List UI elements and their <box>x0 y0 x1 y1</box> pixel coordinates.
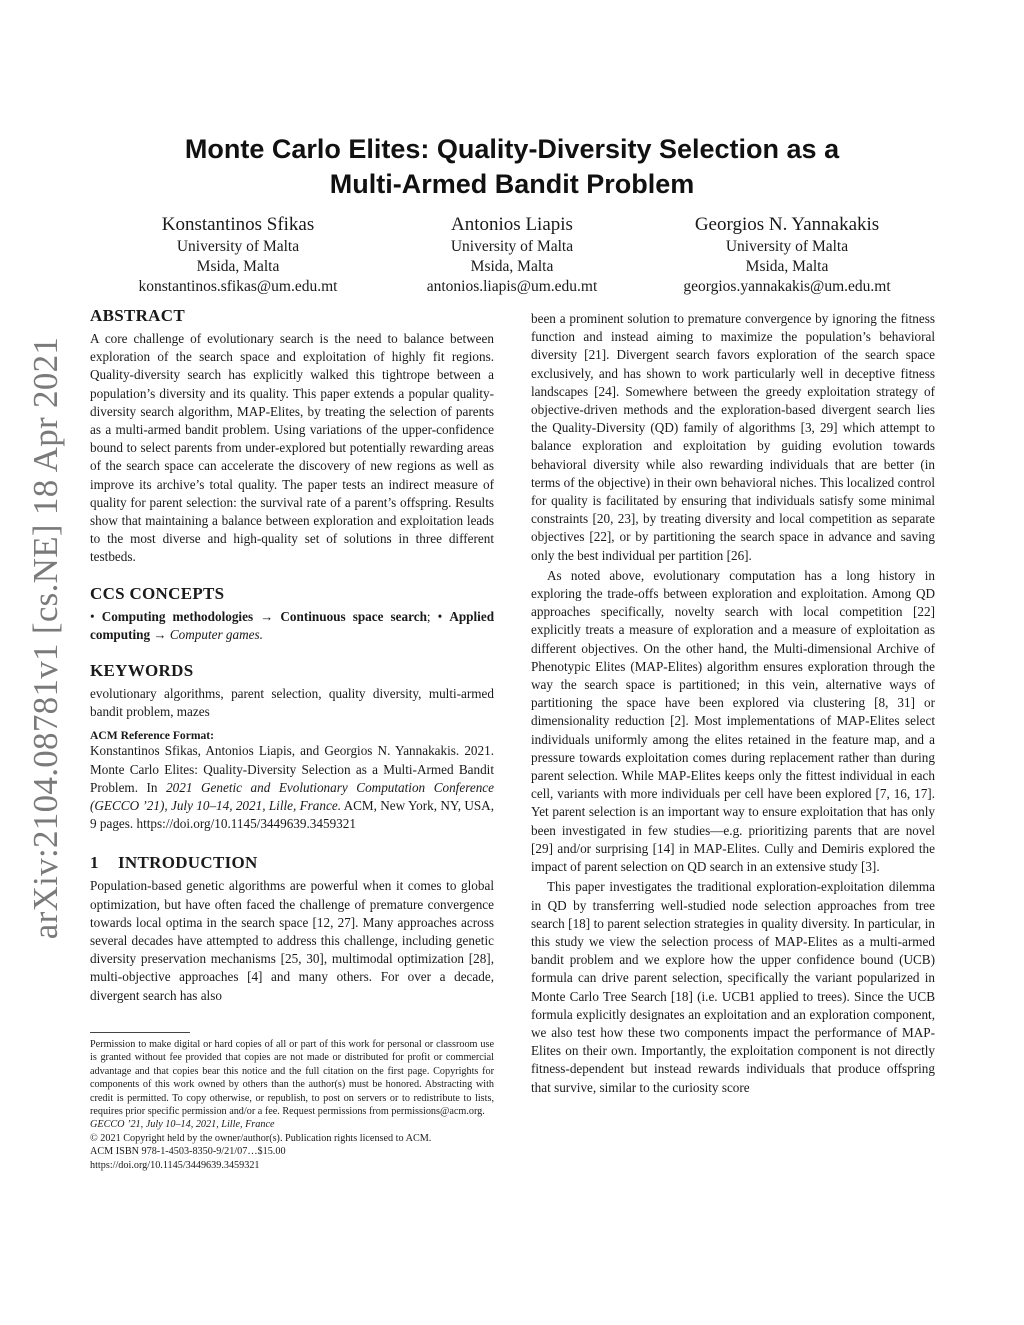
intro-paragraph-2: As noted above, evolutionary computation has a long history in exploring the trade-offs between exploration and exploitation. Among QD approaches specifically, novelty search with local competition [22] explicitly treats a measure of exploration and a measure of exploitation as different objectives. On the other hand, the Multi-dimensional Archive of Phenotypic Elites (MAP-Elites) algorithm ensures exploration through the way the search space is partitioned; in this vein, alternative ways of partitioning the space have been explored via clustering [8, 31] or dimensionality reduction [2]. Most implementations of MAP-Elites select individuals uniformly among the elites retained in the feature map, and a pressure towards exploitation comes during replacement rather than during parent selection. While MAP-Elites keeps only the fittest individual in each cell, variants with more individuals per cell have been explored [7, 16, 17]. Yet parent selection is an important way to ensure exploitation that has only been investigated in few studies—e.g. prioritizing parents that are novel [29] and/or surprising [14] in MAP-Elites. Cully and Demiris explored the impact of parent selection on QD search in an extensive study [3]. <box>531 567 935 875</box>
ccs-term: Computing methodologies <box>101 608 254 624</box>
acm-reference <box>90 742 494 833</box>
right-column <box>531 310 935 1097</box>
title-line-2: Multi-Armed Bandit Problem <box>329 169 695 199</box>
footnote-block <box>90 1032 494 1172</box>
separator: ; <box>426 608 431 624</box>
author-3 <box>647 212 927 297</box>
ccs-term: Computer games. <box>169 626 263 642</box>
author-email[interactable]: georgios.yannakakis@um.edu.mt <box>683 278 891 295</box>
author-location: Msida, Malta <box>196 258 280 275</box>
ccs-heading: CCS CONCEPTS <box>90 583 225 603</box>
author-name: Antonios Liapis <box>451 214 573 235</box>
ccs-term: Applied computing <box>90 608 495 642</box>
acm-ref-venue: 2021 Genetic and Evolutionary Computation Conference (GECCO ’21), July 10–14, 2021, Lille, France. <box>90 779 494 814</box>
section-title: INTRODUCTION <box>118 853 258 873</box>
author-location: Msida, Malta <box>745 258 829 275</box>
left-column <box>90 306 494 1005</box>
author-1 <box>98 212 378 297</box>
paper-title <box>90 132 934 202</box>
author-2 <box>372 212 652 297</box>
author-name: Georgios N. Yannakakis <box>694 214 880 235</box>
title-line-1: Monte Carlo Elites: Quality-Diversity Selection as a <box>184 134 840 164</box>
intro-heading <box>90 853 494 873</box>
bullet: • <box>90 608 95 624</box>
keywords-text: evolutionary algorithms, parent selection, quality diversity, multi-armed bandit problem, mazes <box>90 686 494 720</box>
author-email[interactable]: konstantinos.sfikas@um.edu.mt <box>138 278 338 295</box>
doi-link[interactable]: https://doi.org/10.1145/3449639.3459321 <box>90 1159 260 1171</box>
footnote-rule <box>90 1032 190 1033</box>
author-location: Msida, Malta <box>470 258 554 275</box>
acm-ref-publisher: ACM, New York, NY, USA, 9 pages. https://doi.org/10.1145/3449639.3459321 <box>90 798 494 832</box>
permission-notice: Permission to make digital or hard copies of all or part of this work for personal or classroom use is granted without fee provided that copies are not made or distributed for profit or commercial advantage and that copies bear this notice and the full citation on the first page. Copyrights for components of this work owned by others than the author(s) must be honored. Abstracting with credit is permitted. To copy otherwise, or republish, to post on servers or to redistribute to lists, requires prior specific permission and/or a fee. Request permissions from permissions@acm.org. <box>90 1039 494 1118</box>
abstract-heading: ABSTRACT <box>90 306 185 325</box>
ccs-term: Continuous space search <box>280 608 427 624</box>
arxiv-id[interactable]: arXiv:2104.08781v1 [cs.NE] 18 Apr 2021 <box>26 336 65 940</box>
author-affiliation: University of Malta <box>450 238 574 255</box>
copyright-line: © 2021 Copyright held by the owner/author(s). Publication rights licensed to ACM. <box>90 1132 432 1144</box>
isbn-line: ACM ISBN 978-1-4503-8350-9/21/07…$15.00 <box>90 1146 286 1158</box>
conference-line: GECCO ’21, July 10–14, 2021, Lille, France <box>90 1119 275 1131</box>
intro-paragraph-3: This paper investigates the traditional exploration-exploitation dilemma in QD by transferring well-studied node selection approaches from tree search [18] to parent selection strategies in quality diversity. In particular, in this study we view the selection process of MAP-Elites as a multi-armed bandit problem and we explore how the upper confidence bound (UCB) formula can drive parent selection, specifically the variant popularized in Monte Carlo Tree Search [18] (i.e. UCB1 applied to trees). Since the UCB formula explicitly designates an exploitation and an exploration component, we also test how these two components impact the performance of MAP-Elites on their own. Importantly, the exploitation component is not directly fitness-dependent but instead rewards individuals that produce offspring that survive, similar to the curiosity score <box>531 879 935 1095</box>
author-block <box>90 212 934 302</box>
author-affiliation: University of Malta <box>176 238 300 255</box>
ccs-concepts <box>90 608 494 644</box>
arxiv-stamp <box>14 338 78 938</box>
intro-paragraph-1: Population-based genetic algorithms are powerful when it comes to global optimization, but have often faced the challenge of premature convergence towards local optima in the search space [12, 27]. Many approaches across several decades have attempted to address this challenge, including genetic diversity preservation mechanisms [25, 30], multimodal optimization [28], multi-objective approaches [4] and many others. For over a decade, divergent search has also <box>90 878 494 1003</box>
acm-ref-citation: Konstantinos Sfikas, Antonios Liapis, and Georgios N. Yannakakis. 2021. Monte Carlo Elites: Quality-Diversity Selection as a Multi-Armed Bandit Problem. In <box>90 743 494 795</box>
author-email[interactable]: antonios.liapis@um.edu.mt <box>426 278 598 295</box>
author-name: Konstantinos Sfikas <box>161 214 315 235</box>
intro-paragraph-1-continued: been a prominent solution to premature convergence by ignoring the fitness function and instead aiming to maximize the population’s behavioral diversity [21]. Divergent search favors exploration of the search space exclusively, and has shown to work particularly well in deceptive fitness landscapes [24]. Somewhere between the greedy exploitation strategy of objective-driven methods and the exploration-based divergent search lies the Quality-Diversity (QD) family of algorithms [3, 29] which attempt to balance exploration and exploitation by guiding evolution towards behavioral diversity while also rewarding individuals that are better (in terms of the objective) in their own behavioral niches. This localized control for quality is facilitated by ensuring that individuals satisfy some minimal constraints [20, 23], by treating diversity and local competition as separate objectives [22], or by partitioning the search space in advance and saving only the best individual per partition [26]. <box>531 311 935 563</box>
arrow-icon: → <box>260 608 274 624</box>
abstract-text: A core challenge of evolutionary search is the need to balance between exploration of the search space and exploitation of highly fit regions. Quality-diversity search has explicitly walked this tightrope between a population’s diversity and its quality. This paper extends a popular quality-diversity search algorithm, MAP-Elites, by treating the selection of parents as a multi-armed bandit problem. Using variations of the upper-confidence bound to select parents from under-explored but potentially rewarding areas of the search space can accelerate the discovery of new regions as well as improve its archive’s total quality. The paper tests an indirect measure of quality for parent selection: the survival rate of a parent’s offspring. Results show that maintaining a balance between exploration and exploitation leads to the most diverse and high-quality set of solutions in three different testbeds. <box>90 331 494 565</box>
section-number: 1 <box>90 853 99 873</box>
arrow-icon: → <box>153 626 167 642</box>
acm-ref-heading: ACM Reference Format: <box>90 729 215 743</box>
bullet: • <box>437 608 443 624</box>
author-affiliation: University of Malta <box>725 238 849 255</box>
keywords-heading: KEYWORDS <box>90 661 194 681</box>
